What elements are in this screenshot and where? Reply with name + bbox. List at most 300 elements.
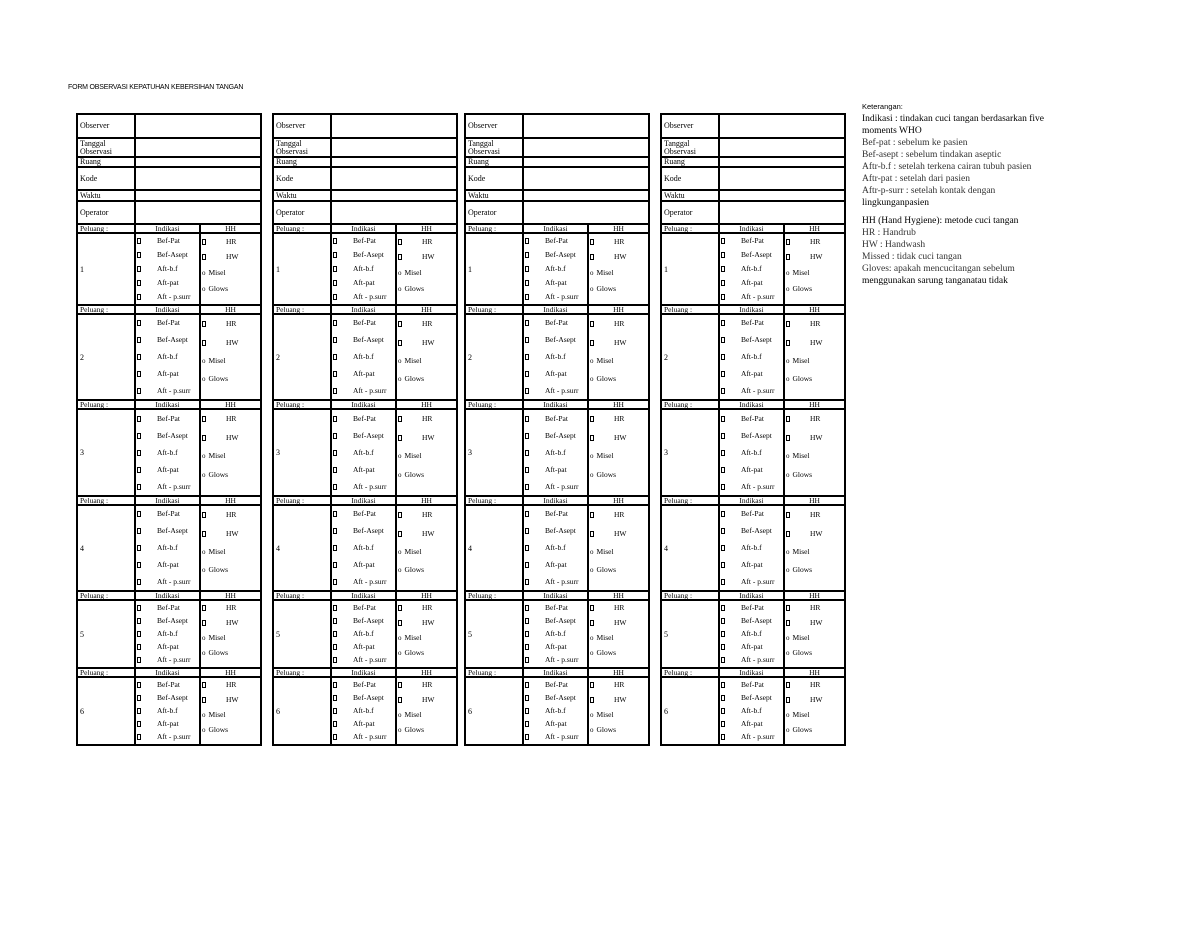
checkbox-icon[interactable]	[333, 450, 337, 456]
indikasi-option[interactable]	[332, 237, 395, 245]
hh-option[interactable]	[201, 320, 260, 328]
hh-option[interactable]	[397, 696, 456, 704]
hh-option[interactable]	[785, 548, 844, 556]
checkbox-icon[interactable]	[202, 254, 206, 260]
indikasi-option[interactable]	[524, 293, 587, 301]
indikasi-option[interactable]	[136, 617, 199, 625]
hh-option[interactable]	[201, 681, 260, 689]
indikasi-option[interactable]	[332, 694, 395, 702]
indikasi-option[interactable]	[720, 604, 783, 612]
indikasi-option[interactable]	[136, 466, 199, 474]
indikasi-option[interactable]	[524, 432, 587, 440]
hh-option[interactable]	[785, 566, 844, 574]
hh-option[interactable]	[397, 253, 456, 261]
indikasi-option[interactable]	[136, 387, 199, 395]
checkbox-icon[interactable]	[590, 254, 594, 260]
checkbox-icon[interactable]	[721, 388, 725, 394]
checkbox-icon[interactable]	[333, 545, 337, 551]
indikasi-option[interactable]	[720, 237, 783, 245]
hh-option[interactable]	[785, 434, 844, 442]
checkbox-icon[interactable]	[333, 266, 337, 272]
indikasi-option[interactable]	[332, 630, 395, 638]
checkbox-icon[interactable]	[525, 467, 529, 473]
hh-option[interactable]	[397, 530, 456, 538]
checkbox-icon[interactable]	[721, 294, 725, 300]
hh-option[interactable]	[785, 375, 844, 383]
indikasi-option[interactable]	[524, 544, 587, 552]
field-input[interactable]	[136, 202, 260, 223]
checkbox-icon[interactable]	[333, 371, 337, 377]
checkbox-icon[interactable]	[721, 511, 725, 517]
hh-option[interactable]	[397, 434, 456, 442]
indikasi-option[interactable]	[720, 449, 783, 457]
hh-option[interactable]	[397, 649, 456, 657]
checkbox-icon[interactable]	[333, 416, 337, 422]
checkbox-icon[interactable]	[721, 695, 725, 701]
checkbox-icon[interactable]	[137, 562, 141, 568]
checkbox-icon[interactable]	[721, 371, 725, 377]
indikasi-option[interactable]	[136, 237, 199, 245]
checkbox-icon[interactable]	[202, 682, 206, 688]
checkbox-icon[interactable]	[398, 697, 402, 703]
indikasi-option[interactable]	[332, 353, 395, 361]
indikasi-option[interactable]	[136, 527, 199, 535]
hh-option[interactable]	[785, 357, 844, 365]
hh-option[interactable]	[201, 415, 260, 423]
checkbox-icon[interactable]	[398, 239, 402, 245]
checkbox-icon[interactable]	[333, 605, 337, 611]
hh-option[interactable]	[589, 649, 648, 657]
indikasi-option[interactable]	[332, 319, 395, 327]
indikasi-option[interactable]	[720, 681, 783, 689]
hh-option[interactable]	[589, 238, 648, 246]
field-input[interactable]	[720, 158, 844, 166]
hh-option[interactable]	[397, 269, 456, 277]
indikasi-option[interactable]	[332, 279, 395, 287]
checkbox-icon[interactable]	[333, 294, 337, 300]
checkbox-icon[interactable]	[398, 531, 402, 537]
checkbox-icon[interactable]	[721, 484, 725, 490]
hh-option[interactable]	[785, 604, 844, 612]
indikasi-option[interactable]	[136, 336, 199, 344]
indikasi-option[interactable]	[524, 643, 587, 651]
checkbox-icon[interactable]	[333, 354, 337, 360]
indikasi-option[interactable]	[332, 656, 395, 664]
hh-option[interactable]	[785, 649, 844, 657]
hh-option[interactable]	[785, 238, 844, 246]
checkbox-icon[interactable]	[786, 605, 790, 611]
hh-option[interactable]	[397, 566, 456, 574]
indikasi-option[interactable]	[136, 265, 199, 273]
checkbox-icon[interactable]	[333, 320, 337, 326]
indikasi-option[interactable]	[332, 387, 395, 395]
indikasi-option[interactable]	[524, 353, 587, 361]
hh-option[interactable]	[589, 548, 648, 556]
hh-option[interactable]	[397, 357, 456, 365]
checkbox-icon[interactable]	[333, 695, 337, 701]
hh-option[interactable]	[785, 696, 844, 704]
hh-option[interactable]	[589, 357, 648, 365]
hh-option[interactable]	[201, 238, 260, 246]
checkbox-icon[interactable]	[525, 618, 529, 624]
indikasi-option[interactable]	[136, 415, 199, 423]
indikasi-option[interactable]	[720, 578, 783, 586]
checkbox-icon[interactable]	[398, 435, 402, 441]
indikasi-option[interactable]	[524, 604, 587, 612]
hh-option[interactable]	[201, 548, 260, 556]
checkbox-icon[interactable]	[333, 631, 337, 637]
indikasi-option[interactable]	[720, 707, 783, 715]
hh-option[interactable]	[785, 269, 844, 277]
indikasi-option[interactable]	[524, 336, 587, 344]
indikasi-option[interactable]	[524, 720, 587, 728]
indikasi-option[interactable]	[332, 733, 395, 741]
field-input[interactable]	[136, 191, 260, 200]
checkbox-icon[interactable]	[137, 371, 141, 377]
field-input[interactable]	[332, 168, 456, 189]
checkbox-icon[interactable]	[525, 450, 529, 456]
indikasi-option[interactable]	[720, 336, 783, 344]
indikasi-option[interactable]	[524, 483, 587, 491]
indikasi-option[interactable]	[524, 510, 587, 518]
indikasi-option[interactable]	[720, 510, 783, 518]
checkbox-icon[interactable]	[721, 644, 725, 650]
hh-option[interactable]	[397, 452, 456, 460]
indikasi-option[interactable]	[720, 483, 783, 491]
indikasi-option[interactable]	[136, 643, 199, 651]
field-input[interactable]	[524, 139, 648, 156]
hh-option[interactable]	[785, 320, 844, 328]
hh-option[interactable]	[201, 619, 260, 627]
checkbox-icon[interactable]	[525, 644, 529, 650]
checkbox-icon[interactable]	[525, 721, 529, 727]
checkbox-icon[interactable]	[786, 340, 790, 346]
indikasi-option[interactable]	[332, 293, 395, 301]
checkbox-icon[interactable]	[137, 618, 141, 624]
checkbox-icon[interactable]	[721, 433, 725, 439]
indikasi-option[interactable]	[720, 293, 783, 301]
hh-option[interactable]	[397, 415, 456, 423]
checkbox-icon[interactable]	[721, 337, 725, 343]
indikasi-option[interactable]	[136, 483, 199, 491]
checkbox-icon[interactable]	[137, 388, 141, 394]
hh-option[interactable]	[589, 726, 648, 734]
hh-option[interactable]	[201, 434, 260, 442]
checkbox-icon[interactable]	[525, 416, 529, 422]
hh-option[interactable]	[589, 339, 648, 347]
indikasi-option[interactable]	[136, 279, 199, 287]
checkbox-icon[interactable]	[525, 294, 529, 300]
hh-option[interactable]	[589, 566, 648, 574]
checkbox-icon[interactable]	[333, 721, 337, 727]
indikasi-option[interactable]	[136, 544, 199, 552]
indikasi-option[interactable]	[524, 251, 587, 259]
indikasi-option[interactable]	[524, 733, 587, 741]
checkbox-icon[interactable]	[525, 695, 529, 701]
checkbox-icon[interactable]	[137, 484, 141, 490]
hh-option[interactable]	[589, 634, 648, 642]
checkbox-icon[interactable]	[525, 388, 529, 394]
checkbox-icon[interactable]	[721, 266, 725, 272]
field-input[interactable]	[332, 202, 456, 223]
checkbox-icon[interactable]	[202, 416, 206, 422]
indikasi-option[interactable]	[136, 681, 199, 689]
indikasi-option[interactable]	[720, 251, 783, 259]
indikasi-option[interactable]	[332, 544, 395, 552]
indikasi-option[interactable]	[332, 449, 395, 457]
hh-option[interactable]	[201, 269, 260, 277]
hh-option[interactable]	[201, 339, 260, 347]
indikasi-option[interactable]	[332, 370, 395, 378]
checkbox-icon[interactable]	[590, 239, 594, 245]
hh-option[interactable]	[589, 604, 648, 612]
hh-option[interactable]	[201, 726, 260, 734]
field-input[interactable]	[524, 158, 648, 166]
hh-option[interactable]	[397, 548, 456, 556]
indikasi-option[interactable]	[720, 353, 783, 361]
field-input[interactable]	[720, 202, 844, 223]
checkbox-icon[interactable]	[137, 631, 141, 637]
checkbox-icon[interactable]	[525, 631, 529, 637]
indikasi-option[interactable]	[720, 466, 783, 474]
checkbox-icon[interactable]	[202, 697, 206, 703]
checkbox-icon[interactable]	[525, 371, 529, 377]
checkbox-icon[interactable]	[786, 416, 790, 422]
checkbox-icon[interactable]	[721, 579, 725, 585]
checkbox-icon[interactable]	[333, 579, 337, 585]
hh-option[interactable]	[589, 285, 648, 293]
checkbox-icon[interactable]	[721, 467, 725, 473]
checkbox-icon[interactable]	[525, 238, 529, 244]
indikasi-option[interactable]	[136, 604, 199, 612]
indikasi-option[interactable]	[332, 251, 395, 259]
field-input[interactable]	[524, 115, 648, 137]
checkbox-icon[interactable]	[525, 320, 529, 326]
checkbox-icon[interactable]	[333, 433, 337, 439]
indikasi-option[interactable]	[136, 630, 199, 638]
checkbox-icon[interactable]	[137, 337, 141, 343]
indikasi-option[interactable]	[720, 720, 783, 728]
checkbox-icon[interactable]	[721, 618, 725, 624]
checkbox-icon[interactable]	[137, 433, 141, 439]
hh-option[interactable]	[589, 320, 648, 328]
checkbox-icon[interactable]	[202, 605, 206, 611]
indikasi-option[interactable]	[136, 370, 199, 378]
hh-option[interactable]	[785, 681, 844, 689]
field-input[interactable]	[524, 202, 648, 223]
indikasi-option[interactable]	[524, 319, 587, 327]
field-input[interactable]	[136, 158, 260, 166]
checkbox-icon[interactable]	[137, 450, 141, 456]
indikasi-option[interactable]	[332, 578, 395, 586]
checkbox-icon[interactable]	[721, 682, 725, 688]
checkbox-icon[interactable]	[721, 354, 725, 360]
checkbox-icon[interactable]	[333, 618, 337, 624]
checkbox-icon[interactable]	[590, 531, 594, 537]
indikasi-option[interactable]	[524, 265, 587, 273]
indikasi-option[interactable]	[524, 681, 587, 689]
checkbox-icon[interactable]	[137, 266, 141, 272]
checkbox-icon[interactable]	[525, 682, 529, 688]
hh-option[interactable]	[785, 530, 844, 538]
hh-option[interactable]	[201, 471, 260, 479]
checkbox-icon[interactable]	[525, 337, 529, 343]
checkbox-icon[interactable]	[333, 337, 337, 343]
checkbox-icon[interactable]	[721, 631, 725, 637]
indikasi-option[interactable]	[720, 387, 783, 395]
field-input[interactable]	[136, 115, 260, 137]
hh-option[interactable]	[397, 375, 456, 383]
checkbox-icon[interactable]	[202, 620, 206, 626]
hh-option[interactable]	[397, 320, 456, 328]
field-input[interactable]	[720, 139, 844, 156]
hh-option[interactable]	[785, 471, 844, 479]
hh-option[interactable]	[397, 634, 456, 642]
hh-option[interactable]	[201, 604, 260, 612]
checkbox-icon[interactable]	[721, 562, 725, 568]
field-input[interactable]	[332, 191, 456, 200]
checkbox-icon[interactable]	[137, 579, 141, 585]
hh-option[interactable]	[785, 253, 844, 261]
checkbox-icon[interactable]	[525, 511, 529, 517]
indikasi-option[interactable]	[332, 415, 395, 423]
checkbox-icon[interactable]	[333, 734, 337, 740]
indikasi-option[interactable]	[136, 656, 199, 664]
checkbox-icon[interactable]	[786, 254, 790, 260]
hh-option[interactable]	[589, 511, 648, 519]
indikasi-option[interactable]	[524, 370, 587, 378]
hh-option[interactable]	[397, 726, 456, 734]
checkbox-icon[interactable]	[786, 512, 790, 518]
checkbox-icon[interactable]	[333, 252, 337, 258]
hh-option[interactable]	[589, 269, 648, 277]
checkbox-icon[interactable]	[590, 435, 594, 441]
indikasi-option[interactable]	[524, 237, 587, 245]
checkbox-icon[interactable]	[137, 238, 141, 244]
hh-option[interactable]	[201, 566, 260, 574]
indikasi-option[interactable]	[524, 449, 587, 457]
indikasi-option[interactable]	[332, 483, 395, 491]
indikasi-option[interactable]	[720, 544, 783, 552]
hh-option[interactable]	[785, 285, 844, 293]
hh-option[interactable]	[589, 434, 648, 442]
checkbox-icon[interactable]	[333, 484, 337, 490]
checkbox-icon[interactable]	[137, 721, 141, 727]
hh-option[interactable]	[589, 696, 648, 704]
checkbox-icon[interactable]	[398, 682, 402, 688]
indikasi-option[interactable]	[524, 466, 587, 474]
checkbox-icon[interactable]	[786, 697, 790, 703]
field-input[interactable]	[332, 115, 456, 137]
indikasi-option[interactable]	[720, 630, 783, 638]
checkbox-icon[interactable]	[525, 734, 529, 740]
indikasi-option[interactable]	[332, 617, 395, 625]
hh-option[interactable]	[785, 415, 844, 423]
checkbox-icon[interactable]	[333, 467, 337, 473]
checkbox-icon[interactable]	[202, 340, 206, 346]
indikasi-option[interactable]	[720, 319, 783, 327]
hh-option[interactable]	[785, 452, 844, 460]
checkbox-icon[interactable]	[525, 708, 529, 714]
indikasi-option[interactable]	[720, 415, 783, 423]
checkbox-icon[interactable]	[137, 682, 141, 688]
hh-option[interactable]	[201, 253, 260, 261]
indikasi-option[interactable]	[720, 694, 783, 702]
hh-option[interactable]	[785, 339, 844, 347]
checkbox-icon[interactable]	[525, 266, 529, 272]
field-input[interactable]	[332, 158, 456, 166]
checkbox-icon[interactable]	[721, 416, 725, 422]
indikasi-option[interactable]	[332, 707, 395, 715]
checkbox-icon[interactable]	[398, 620, 402, 626]
hh-option[interactable]	[785, 711, 844, 719]
checkbox-icon[interactable]	[202, 512, 206, 518]
hh-option[interactable]	[201, 634, 260, 642]
checkbox-icon[interactable]	[398, 605, 402, 611]
indikasi-option[interactable]	[524, 694, 587, 702]
hh-option[interactable]	[785, 619, 844, 627]
hh-option[interactable]	[589, 253, 648, 261]
indikasi-option[interactable]	[136, 707, 199, 715]
indikasi-option[interactable]	[136, 510, 199, 518]
indikasi-option[interactable]	[332, 432, 395, 440]
indikasi-option[interactable]	[524, 279, 587, 287]
checkbox-icon[interactable]	[786, 435, 790, 441]
indikasi-option[interactable]	[524, 561, 587, 569]
indikasi-option[interactable]	[524, 617, 587, 625]
indikasi-option[interactable]	[136, 293, 199, 301]
hh-option[interactable]	[589, 415, 648, 423]
checkbox-icon[interactable]	[333, 682, 337, 688]
checkbox-icon[interactable]	[333, 511, 337, 517]
checkbox-icon[interactable]	[333, 708, 337, 714]
indikasi-option[interactable]	[332, 604, 395, 612]
checkbox-icon[interactable]	[202, 435, 206, 441]
hh-option[interactable]	[397, 238, 456, 246]
checkbox-icon[interactable]	[333, 238, 337, 244]
indikasi-option[interactable]	[524, 707, 587, 715]
checkbox-icon[interactable]	[333, 388, 337, 394]
indikasi-option[interactable]	[720, 432, 783, 440]
checkbox-icon[interactable]	[786, 239, 790, 245]
checkbox-icon[interactable]	[137, 734, 141, 740]
checkbox-icon[interactable]	[525, 354, 529, 360]
indikasi-option[interactable]	[524, 415, 587, 423]
indikasi-option[interactable]	[332, 681, 395, 689]
hh-option[interactable]	[397, 681, 456, 689]
hh-option[interactable]	[589, 471, 648, 479]
checkbox-icon[interactable]	[137, 695, 141, 701]
indikasi-option[interactable]	[720, 561, 783, 569]
checkbox-icon[interactable]	[590, 682, 594, 688]
indikasi-option[interactable]	[136, 720, 199, 728]
hh-option[interactable]	[589, 452, 648, 460]
field-input[interactable]	[136, 139, 260, 156]
checkbox-icon[interactable]	[398, 340, 402, 346]
checkbox-icon[interactable]	[137, 416, 141, 422]
checkbox-icon[interactable]	[786, 321, 790, 327]
indikasi-option[interactable]	[720, 656, 783, 664]
checkbox-icon[interactable]	[525, 605, 529, 611]
checkbox-icon[interactable]	[525, 252, 529, 258]
indikasi-option[interactable]	[136, 432, 199, 440]
checkbox-icon[interactable]	[137, 252, 141, 258]
checkbox-icon[interactable]	[137, 644, 141, 650]
checkbox-icon[interactable]	[137, 545, 141, 551]
checkbox-icon[interactable]	[333, 528, 337, 534]
indikasi-option[interactable]	[136, 449, 199, 457]
checkbox-icon[interactable]	[721, 545, 725, 551]
